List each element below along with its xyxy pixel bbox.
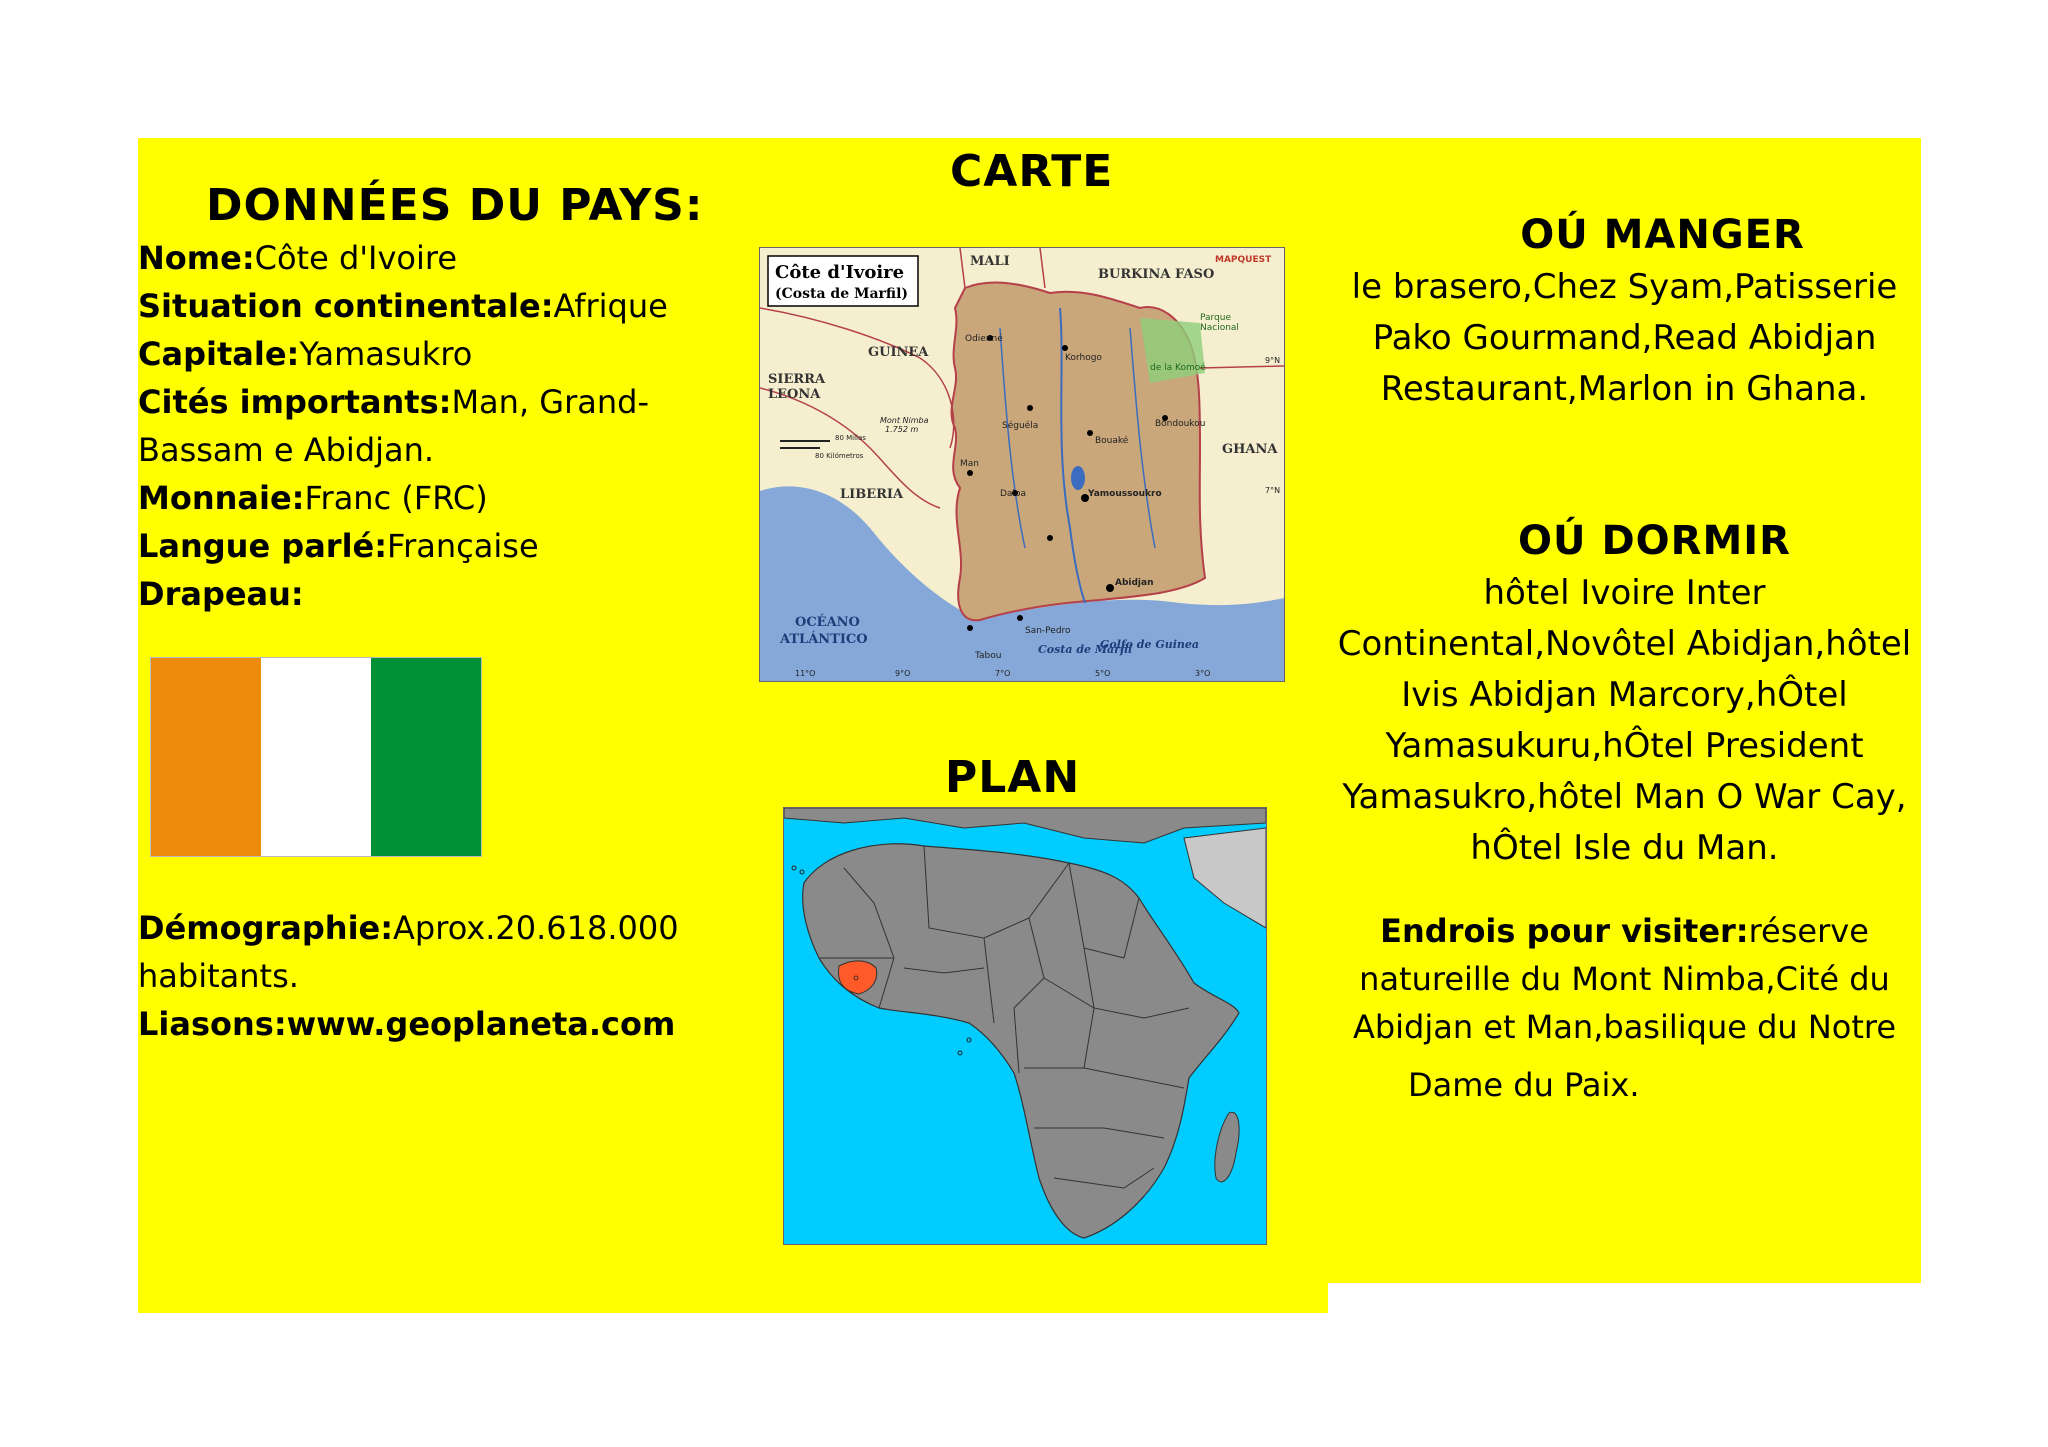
map-label-korhogo: Korhogo	[1065, 353, 1102, 363]
map-brand: MAPQUEST	[1215, 255, 1272, 265]
map-lon-5: 3°O	[1195, 669, 1211, 678]
map-title-1: Côte d'Ivoire	[775, 262, 905, 283]
map-label-guinea: GUINEA	[868, 345, 929, 360]
map-label-daloa: Daloa	[1000, 489, 1026, 499]
where-to-eat-line-2: Pako Gourmand,Read Abidjan	[1372, 318, 1877, 358]
map-label-man: Man	[960, 459, 979, 469]
map-lon-1: 11°O	[795, 669, 816, 678]
langue-value: Française	[387, 527, 539, 565]
africa-map-graphic	[784, 808, 1266, 1244]
map-lat-2: 7°N	[1265, 486, 1281, 495]
map-label-tabou: Tabou	[975, 651, 1002, 661]
demo-label: Démographie:	[138, 909, 394, 947]
cites-row-continued: Bassam e Abidjan.	[138, 431, 435, 469]
situation-value: Afrique	[553, 287, 668, 325]
monnaie-row	[138, 474, 698, 522]
demo-row	[138, 904, 698, 952]
map-label-burkina: BURKINA FASO	[1098, 267, 1215, 282]
langue-label: Langue parlé:	[138, 527, 388, 565]
cites-value-1: Man, Grand-	[451, 383, 649, 421]
drapeau-row	[138, 570, 698, 618]
map-label-mont-nimba-2: 1.752 m	[885, 425, 919, 434]
country-data-title: DONNÉES DU PAYS:	[206, 180, 704, 231]
cites-label: Cités importants:	[138, 383, 452, 421]
capitale-value: Yamasukro	[299, 335, 473, 373]
country-data-list	[138, 234, 698, 618]
nom-label: Nome:	[138, 239, 255, 277]
carte-title: CARTE	[950, 146, 1114, 197]
where-to-sleep-line-1: hôtel Ivoire Inter	[1483, 573, 1766, 613]
nom-row	[138, 234, 698, 282]
where-to-sleep-section	[1328, 514, 1921, 874]
liasons-value[interactable]: www.geoplaneta.com	[286, 1005, 676, 1043]
map-lon-4: 5°O	[1095, 669, 1111, 678]
langue-row	[138, 522, 698, 570]
where-to-sleep-line-3: Ivis Abidjan Marcory,hÔtel	[1401, 675, 1848, 715]
where-to-sleep-line-6: hÔtel Isle du Man.	[1470, 828, 1779, 868]
demographics-block	[138, 904, 698, 1048]
map-scale-miles: 80 Millas	[835, 434, 866, 442]
map-lon-3: 7°O	[995, 669, 1011, 678]
ivory-coast-map	[759, 247, 1285, 682]
map-label-liberia: LIBERIA	[840, 487, 904, 502]
map-label-parque-1: Parque	[1200, 313, 1232, 323]
where-to-sleep-line-4: Yamasukuru,hÔtel President	[1385, 726, 1864, 766]
map-label-abidjan: Abidjan	[1115, 578, 1154, 588]
where-to-eat-section	[1328, 208, 1921, 415]
demo-value-1: Aprox.20.618.000	[393, 909, 679, 947]
nom-value: Côte d'Ivoire	[254, 239, 458, 277]
where-to-eat-title: OÚ MANGER	[1520, 212, 1805, 258]
map-label-ocean-1: OCÉANO	[795, 615, 860, 630]
map-scale-km: 80 Kilómetros	[815, 452, 864, 460]
map-label-mali: MALI	[970, 254, 1010, 269]
flag-orange-stripe	[151, 658, 261, 856]
where-to-eat-line-1: le brasero,Chez Syam,Patisserie	[1351, 267, 1898, 307]
cites-row	[138, 378, 698, 426]
monnaie-value: Franc (FRC)	[304, 479, 488, 517]
map-title-2: (Costa de Marfil)	[775, 286, 909, 302]
ivory-coast-map-graphic	[760, 248, 1284, 681]
map-label-parque-2: Nacional	[1200, 323, 1239, 333]
map-label-parque-3: de la Komoé	[1150, 363, 1206, 373]
plan-title: PLAN	[945, 752, 1081, 803]
map-label-ghana: GHANA	[1222, 442, 1278, 457]
africa-map	[783, 807, 1267, 1245]
where-to-sleep-title: OÚ DORMIR	[1518, 518, 1791, 564]
map-lon-2: 9°O	[895, 669, 911, 678]
liasons-label: Liasons:	[138, 1005, 287, 1043]
where-to-sleep-line-5: Yamasukro,hôtel Man O War Cay,	[1342, 777, 1907, 817]
map-label-sierra-2: LEONA	[768, 387, 821, 402]
map-label-mont-nimba-1: Mont Nimba	[880, 416, 929, 425]
flag-green-stripe	[371, 658, 481, 856]
places-to-visit-line-2: natureille du Mont Nimba,Cité du	[1359, 960, 1890, 998]
situation-row	[138, 282, 698, 330]
flag-white-stripe	[261, 658, 371, 856]
where-to-eat-line-3: Restaurant,Marlon in Ghana.	[1380, 369, 1869, 409]
map-label-golfo: Golfo de Guinea	[1100, 638, 1200, 651]
situation-label: Situation continentale:	[138, 287, 554, 325]
map-label-seguela: Séguéla	[1002, 421, 1039, 431]
map-label-ocean-2: ATLÁNTICO	[780, 632, 868, 647]
map-label-sierra-1: SIERRA	[768, 372, 826, 387]
places-to-visit-value-1: réserve	[1748, 912, 1869, 950]
ivory-coast-flag	[150, 657, 482, 857]
map-label-odienne: Odienné	[965, 334, 1003, 344]
places-to-visit-line-3: Abidjan et Man,basilique du Notre	[1352, 1008, 1897, 1046]
where-to-sleep-line-2: Continental,Novôtel Abidjan,hôtel	[1337, 624, 1912, 664]
monnaie-label: Monnaie:	[138, 479, 305, 517]
map-lat-1: 9°N	[1265, 356, 1281, 365]
capitale-row	[138, 330, 698, 378]
places-to-visit-section	[1328, 907, 1921, 1109]
map-label-bouake: Bouaké	[1095, 436, 1129, 446]
places-to-visit-line-4: Dame du Paix.	[1408, 1066, 1640, 1104]
map-label-bondoukou: Bondoukou	[1155, 419, 1206, 429]
drapeau-label: Drapeau:	[138, 575, 304, 613]
capitale-label: Capitale:	[138, 335, 300, 373]
liasons-row	[138, 1000, 698, 1048]
places-to-visit-line-1	[1328, 907, 1921, 955]
map-label-san-pedro: San-Pedro	[1025, 626, 1071, 636]
demo-row-continued: habitants.	[138, 957, 299, 995]
map-label-yamoussoukro: Yamoussoukro	[1088, 489, 1162, 499]
map-label-costa: Costa de Marfil	[1038, 643, 1133, 656]
places-to-visit-label: Endrois pour visiter:	[1380, 912, 1749, 950]
